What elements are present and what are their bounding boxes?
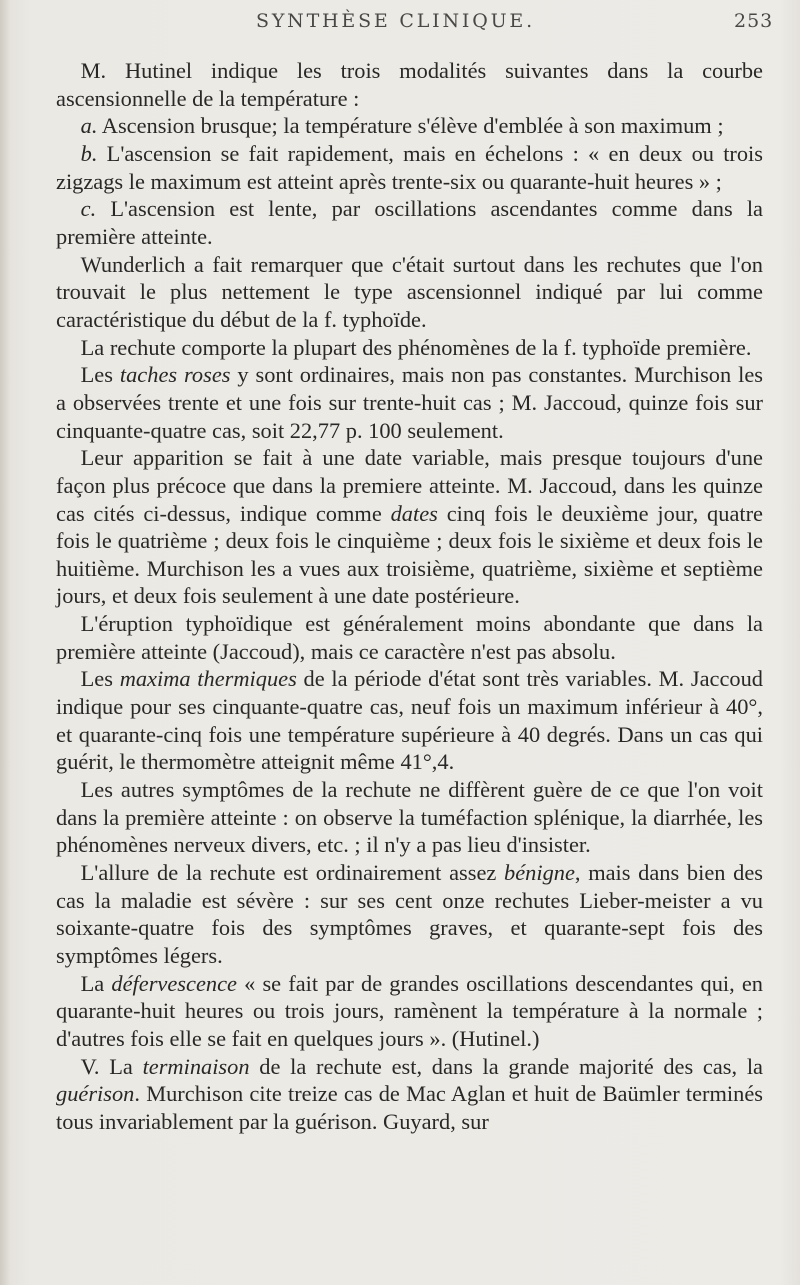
- text-span: V. La: [80, 1053, 143, 1079]
- emphasis-dates: dates: [390, 500, 438, 526]
- emphasis-benigne: bénigne: [504, 860, 575, 886]
- text-span: cinq fois le deuxième jour, quatre fois le quatrième ; deux fois le cinquième ; deux fois le sixième et deux fois le huitième. Murchison les a vues aux troisième, quatrième, sixième et septième jours, et deux fois seulement à une date postérieure.: [56, 500, 763, 609]
- list-item-c-text: L'ascension est lente, par oscillations ascendantes comme dans la première atteinte.: [56, 196, 763, 249]
- paragraph-defervescence: [56, 970, 763, 1053]
- text-span: de la rechute est, dans la grande majorité des cas, la: [249, 1053, 763, 1079]
- running-head: SYNTHÈSE CLINIQUE.: [256, 10, 535, 32]
- emphasis-maxima-thermiques: maxima thermiques: [119, 666, 297, 692]
- list-item-a-text: Ascension brusque; la température s'élève d'emblée à son maximum ;: [97, 113, 724, 139]
- text-span: . Murchison cite treize cas de Mac Aglan et huit de Baümler terminés tous invariablement par la guérison. Guyard, sur: [56, 1081, 763, 1134]
- paragraph-eruption: L'éruption typhoïdique est généralement moins abondante que dans la première atteinte (Jaccoud), mais ce caractère n'est pas absolu.: [56, 611, 763, 664]
- text-span: Les: [80, 362, 120, 388]
- paragraph-rechute: La rechute comporte la plupart des phénomènes de la f. typhoïde première.: [80, 334, 752, 360]
- list-marker-b: b.: [80, 140, 98, 166]
- text-span: Leur apparition se fait à une date variable, mais presque toujours d'une façon plus précoce que dans la premiere atteinte. M. Jaccoud, dans les quinze cas cités ci-dessus, indique comme: [56, 445, 763, 526]
- text-span: Les: [80, 666, 120, 692]
- list-marker-c: c.: [80, 196, 97, 222]
- emphasis-defervescence: défervescence: [111, 970, 237, 996]
- paragraph-maxima: [56, 665, 763, 776]
- paragraph-1: M. Hutinel indique les trois modalités suivantes dans la courbe ascensionnelle de la température :: [56, 58, 763, 111]
- text-span: « se fait par de grandes oscillations descendantes qui, en quarante-huit heures ou trois jours, ramènent la température à la normale ; d'autres fois elle se fait en quelques jours ». (Hutinel.): [56, 970, 763, 1051]
- text-span: y sont ordinaires, mais non pas constantes. Murchison les a observées trente et une fois sur trente-huit cas ; M. Jaccoud, quinze fois sur cinquante-quatre cas, soit 22,77 p. 100 seulement.: [56, 362, 763, 443]
- body-text: [56, 57, 763, 1136]
- list-marker-a: a.: [80, 113, 98, 139]
- emphasis-taches-roses: taches roses: [119, 362, 231, 388]
- paragraph-apparition: [56, 444, 763, 610]
- text-span: La: [80, 970, 112, 996]
- list-item-b: [56, 140, 763, 195]
- emphasis-guerison: guérison: [56, 1081, 135, 1107]
- page-number: 253: [734, 10, 774, 32]
- paragraph-allure: [56, 859, 763, 970]
- page-binding-shadow: [0, 0, 10, 1285]
- list-item-a: [56, 112, 763, 140]
- list-item-c: [56, 195, 763, 250]
- paragraph-autres-symptomes: Les autres symptômes de la rechute ne diffèrent guère de ce que l'on voit dans la première atteinte : on observe la tuméfaction splénique, la diarrhée, les phénomènes nerveux divers, etc. ; il n'y a pas lieu d'insister.: [56, 777, 763, 858]
- paragraph-taches-roses: [56, 361, 763, 444]
- page-header: [0, 4, 800, 34]
- emphasis-terminaison: terminaison: [142, 1053, 250, 1079]
- text-span: de la période d'état sont très variables. M. Jaccoud indique pour ses cinquante-quatre cas, neuf fois un maximum inférieur à 40°, et quarante-cinq fois une température supérieure à 40 degrés. Dans un cas qui guérit, le thermomètre atteignit même 41°,4.: [56, 666, 763, 775]
- list-item-b-text: L'ascension se fait rapidement, mais en échelons : « en deux ou trois zigzags le maximum est atteint après trente-six ou quarante-huit heures » ;: [56, 140, 763, 194]
- text-span: L'allure de la rechute est ordinairement assez: [80, 860, 505, 886]
- paragraph-terminaison: [56, 1053, 763, 1136]
- text-span: , mais dans bien des cas la maladie est sévère : sur ses cent onze rechutes Lieber-meister a vu soixante-quatre fois des symptômes graves, et quarante-sept fois des symptômes légers.: [56, 860, 763, 968]
- paragraph-wunderlich: Wunderlich a fait remarquer que c'était surtout dans les rechutes que l'on trouvait le plus nettement le type ascensionnel indiqué par lui comme caractéristique du début de la f. typhoïde.: [56, 251, 763, 332]
